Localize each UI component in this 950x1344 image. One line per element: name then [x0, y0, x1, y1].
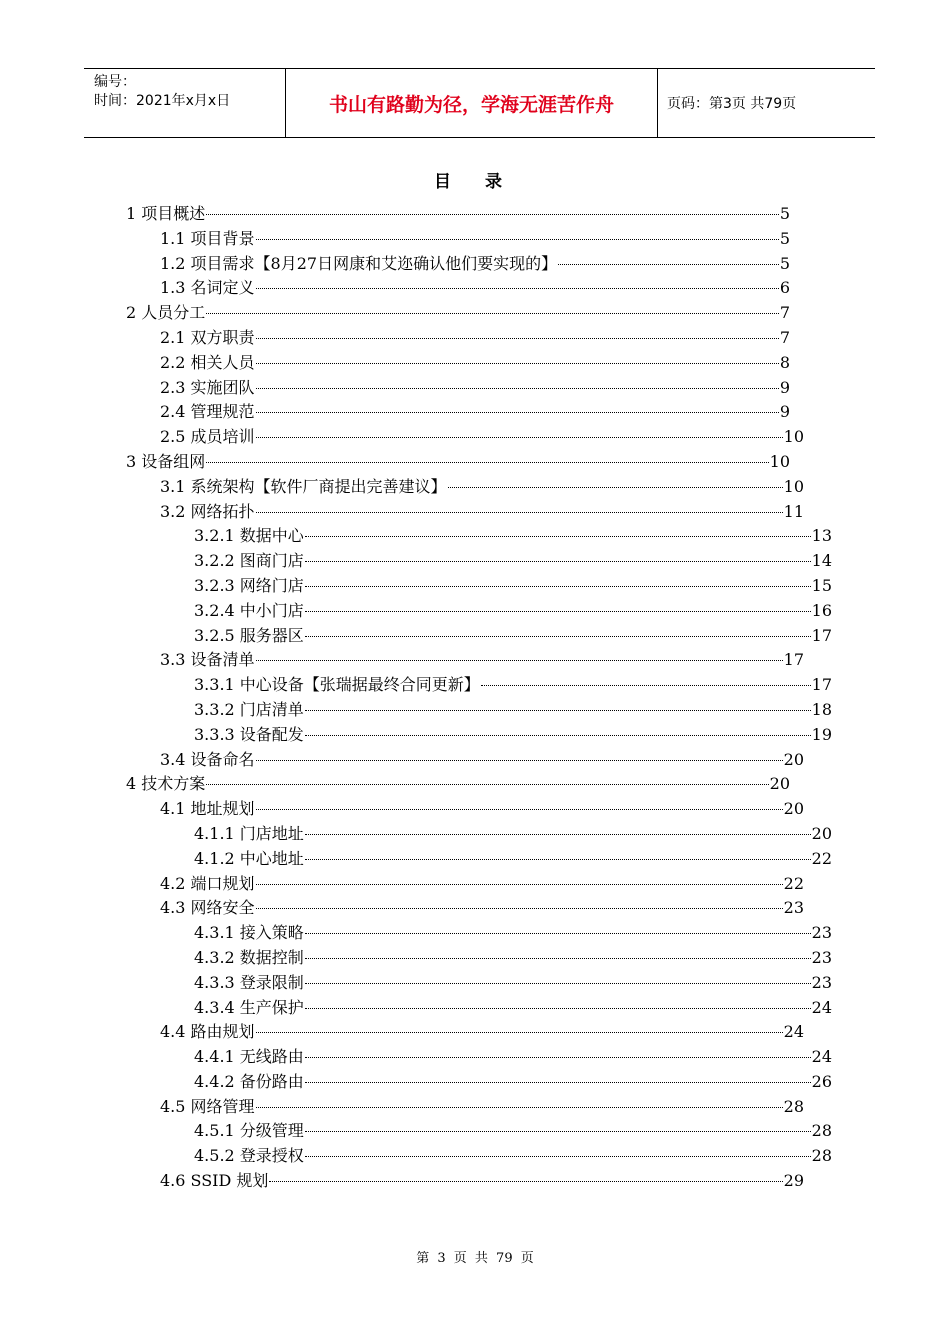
toc-entry[interactable] [160, 326, 790, 351]
toc-entry-page: 17 [811, 675, 832, 695]
toc-leader-dots [305, 1008, 811, 1009]
toc-entry-label: 3.2.5 服务器区 [194, 625, 304, 645]
toc-entry-label: 2 人员分工 [126, 303, 206, 323]
toc-entry-page: 29 [783, 1171, 804, 1191]
header-motto: 书山有路勤为径，学海无涯苦作舟 [285, 69, 658, 137]
toc-entry[interactable] [160, 252, 790, 277]
toc-entry-label: 3.3.2 门店清单 [194, 699, 304, 719]
toc-entry[interactable] [194, 549, 832, 574]
toc-leader-dots [558, 264, 779, 265]
toc-entry-label: 4.3.3 登录限制 [194, 972, 304, 992]
toc-entry-label: 3.2.3 网络门店 [194, 575, 304, 595]
toc-leader-dots [305, 1156, 811, 1157]
toc-entry-page: 24 [811, 1047, 832, 1067]
toc-leader-dots [305, 1082, 811, 1083]
toc-entry-label: 3.3.1 中心设备【张瑞据最终合同更新】 [194, 675, 480, 695]
toc-entry[interactable] [160, 748, 804, 773]
toc-entry-label: 4.3.1 接入策略 [194, 923, 304, 943]
toc-entry-label: 3.1 系统架构【软件厂商提出完善建议】 [160, 476, 447, 496]
toc-entry[interactable] [194, 1070, 832, 1095]
toc-entry-page: 20 [783, 799, 804, 819]
toc-leader-dots [305, 710, 811, 711]
toc-entry[interactable] [194, 1045, 832, 1070]
toc-entry-page: 16 [811, 600, 832, 620]
toc-entry[interactable] [194, 698, 832, 723]
toc-entry[interactable] [160, 648, 804, 673]
toc-leader-dots [206, 313, 779, 314]
toc-leader-dots [256, 809, 783, 810]
toc-entry-label: 4.3.2 数据控制 [194, 947, 304, 967]
toc-leader-dots [256, 437, 783, 438]
toc-leader-dots [305, 958, 811, 959]
toc-entry-label: 1 项目概述 [126, 204, 206, 223]
toc-entry-label: 2.5 成员培训 [160, 427, 255, 447]
toc-leader-dots [256, 288, 779, 289]
toc-entry[interactable] [160, 351, 790, 376]
toc-leader-dots [206, 214, 779, 215]
toc-entry[interactable] [160, 797, 804, 822]
toc-entry-label: 3.3 设备清单 [160, 650, 255, 670]
toc-leader-dots [269, 1181, 782, 1182]
toc-entry-page: 7 [779, 327, 790, 347]
toc-entry-page: 11 [783, 501, 804, 521]
toc-entry-label: 3.2.1 数据中心 [194, 526, 304, 546]
toc-entry-page: 22 [811, 848, 832, 868]
toc-entry[interactable] [160, 1169, 804, 1194]
toc-entry-page: 17 [783, 650, 804, 670]
toc-leader-dots [305, 536, 811, 537]
toc-leader-dots [256, 388, 779, 389]
toc-entry-label: 4.1 地址规划 [160, 799, 255, 819]
toc-entry-label: 4.5.2 登录授权 [194, 1146, 304, 1166]
toc-entry[interactable] [194, 723, 832, 748]
toc-entry-label: 1.1 项目背景 [160, 228, 255, 248]
toc-entry[interactable] [194, 971, 832, 996]
toc-entry[interactable] [126, 450, 790, 475]
toc-entry-page: 10 [783, 476, 804, 496]
toc-leader-dots [256, 239, 779, 240]
toc-entry[interactable] [126, 202, 790, 227]
toc-leader-dots [256, 884, 783, 885]
toc-entry-page: 9 [779, 402, 790, 422]
toc-entry-label: 4.3 网络安全 [160, 898, 255, 918]
toc-entry-page: 5 [779, 253, 790, 273]
toc-entry[interactable] [194, 847, 832, 872]
toc-entry-label: 3.2.2 图商门店 [194, 551, 304, 571]
toc-leader-dots [256, 512, 783, 513]
toc-entry[interactable] [194, 822, 832, 847]
toc-leader-dots [305, 586, 811, 587]
toc-entry-page: 24 [783, 1022, 804, 1042]
toc-entry-page: 23 [811, 947, 832, 967]
toc-leader-dots [305, 735, 811, 736]
toc-entry[interactable] [160, 400, 790, 425]
toc-entry-label: 4 技术方案 [126, 774, 206, 794]
toc-entry-label: 2.1 双方职责 [160, 327, 255, 347]
toc-entry-page: 23 [811, 972, 832, 992]
toc-entry-page: 8 [779, 352, 790, 372]
toc-entry-label: 4.1.1 门店地址 [194, 823, 304, 843]
toc-entry[interactable] [160, 475, 804, 500]
toc-entry[interactable] [194, 1144, 832, 1169]
toc-leader-dots [305, 834, 811, 835]
toc-entry-page: 5 [779, 228, 790, 248]
header-page-label: 页码：第3页 共79页 [667, 96, 797, 112]
toc-entry[interactable] [194, 946, 832, 971]
toc-leader-dots [305, 1057, 811, 1058]
toc-entry-label: 3.4 设备命名 [160, 749, 255, 769]
toc-leader-dots [256, 338, 779, 339]
toc-entry-page: 24 [811, 997, 832, 1017]
toc-entry-label: 3.2.4 中小门店 [194, 600, 304, 620]
toc-entry-page: 20 [783, 749, 804, 769]
toc-entry-page: 28 [811, 1146, 832, 1166]
toc-entry-label: 2.4 管理规范 [160, 402, 255, 422]
toc-entry-label: 4.3.4 生产保护 [194, 997, 304, 1017]
toc-entry[interactable] [194, 574, 832, 599]
toc-leader-dots [305, 859, 811, 860]
toc-leader-dots [305, 636, 811, 637]
page-header [84, 68, 875, 138]
toc-entry[interactable] [194, 921, 832, 946]
toc-entry-label: 4.5 网络管理 [160, 1096, 255, 1116]
toc-entry-page: 13 [811, 526, 832, 546]
toc-entry[interactable] [160, 227, 790, 252]
toc-leader-dots [305, 983, 811, 984]
toc-leader-dots [305, 1131, 811, 1132]
toc-entry-label: 4.1.2 中心地址 [194, 848, 304, 868]
toc-entry[interactable] [160, 500, 804, 525]
toc-entry[interactable] [160, 1020, 804, 1045]
toc-leader-dots [206, 462, 768, 463]
toc-entry[interactable] [194, 673, 832, 698]
toc-entry-page: 23 [783, 898, 804, 918]
toc-entry-page: 9 [779, 377, 790, 397]
toc-leader-dots [206, 784, 768, 785]
toc-entry-label: 4.5.1 分级管理 [194, 1121, 304, 1141]
toc-entry-label: 3.2 网络拓扑 [160, 501, 255, 521]
toc-leader-dots [481, 685, 811, 686]
toc-entry-label: 4.4.1 无线路由 [194, 1047, 304, 1067]
toc-entry-label: 4.4.2 备份路由 [194, 1071, 304, 1091]
toc-entry[interactable] [160, 896, 804, 921]
toc-entry-page: 10 [783, 427, 804, 447]
toc-entry-label: 4.2 端口规划 [160, 873, 255, 893]
toc-entry-page: 18 [811, 699, 832, 719]
toc-leader-dots [256, 1107, 783, 1108]
toc-entry-page: 6 [779, 278, 790, 298]
toc-entry-label: 4.6 SSID 规划 [160, 1171, 269, 1191]
table-of-contents [0, 202, 950, 1194]
toc-entry[interactable] [126, 772, 790, 797]
toc-entry-page: 20 [811, 823, 832, 843]
toc-leader-dots [305, 561, 811, 562]
toc-leader-dots [256, 908, 783, 909]
toc-entry-page: 19 [811, 724, 832, 744]
toc-entry-label: 3 设备组网 [126, 451, 206, 471]
toc-entry-page: 10 [769, 451, 790, 471]
toc-entry[interactable] [194, 1119, 832, 1144]
toc-entry-page: 7 [779, 303, 790, 323]
toc-entry[interactable] [160, 425, 804, 450]
toc-entry[interactable] [160, 872, 804, 897]
toc-entry[interactable] [194, 996, 832, 1021]
toc-entry[interactable] [194, 524, 832, 549]
toc-entry-label: 1.3 名词定义 [160, 278, 255, 298]
toc-leader-dots [256, 412, 779, 413]
toc-entry-page: 23 [811, 923, 832, 943]
toc-entry-label: 3.3.3 设备配发 [194, 724, 304, 744]
toc-entry-page: 17 [811, 625, 832, 645]
toc-entry-label: 1.2 项目需求【8月27日网康和艾迩确认他们要实现的】 [160, 253, 558, 273]
toc-leader-dots [448, 487, 783, 488]
toc-entry-label: 2.3 实施团队 [160, 377, 255, 397]
toc-leader-dots [256, 1032, 783, 1033]
toc-leader-dots [305, 933, 811, 934]
toc-leader-dots [256, 363, 779, 364]
toc-leader-dots [256, 760, 783, 761]
toc-entry[interactable] [194, 599, 832, 624]
toc-entry[interactable] [126, 301, 790, 326]
toc-entry-label: 4.4 路由规划 [160, 1022, 255, 1042]
toc-entry-page: 15 [811, 575, 832, 595]
toc-entry[interactable] [160, 1095, 804, 1120]
toc-entry[interactable] [160, 276, 790, 301]
toc-leader-dots [256, 660, 783, 661]
toc-entry-page: 22 [783, 873, 804, 893]
page-footer: 第 3 页 共 79 页 [416, 1251, 534, 1266]
toc-entry-page: 28 [811, 1121, 832, 1141]
header-meta [84, 69, 285, 137]
toc-entry-label: 2.2 相关人员 [160, 352, 255, 372]
toc-leader-dots [305, 611, 811, 612]
toc-entry-page: 14 [811, 551, 832, 571]
header-time-label: 时间：2021年x月x日 [94, 93, 231, 109]
toc-entry-page: 5 [779, 204, 790, 223]
toc-entry[interactable] [194, 624, 832, 649]
toc-entry-page: 28 [783, 1096, 804, 1116]
toc-title: 目 录 [434, 172, 516, 192]
header-number-label: 编号： [94, 74, 136, 90]
toc-entry[interactable] [160, 376, 790, 401]
toc-entry-page: 26 [811, 1071, 832, 1091]
toc-entry-page: 20 [769, 774, 790, 794]
